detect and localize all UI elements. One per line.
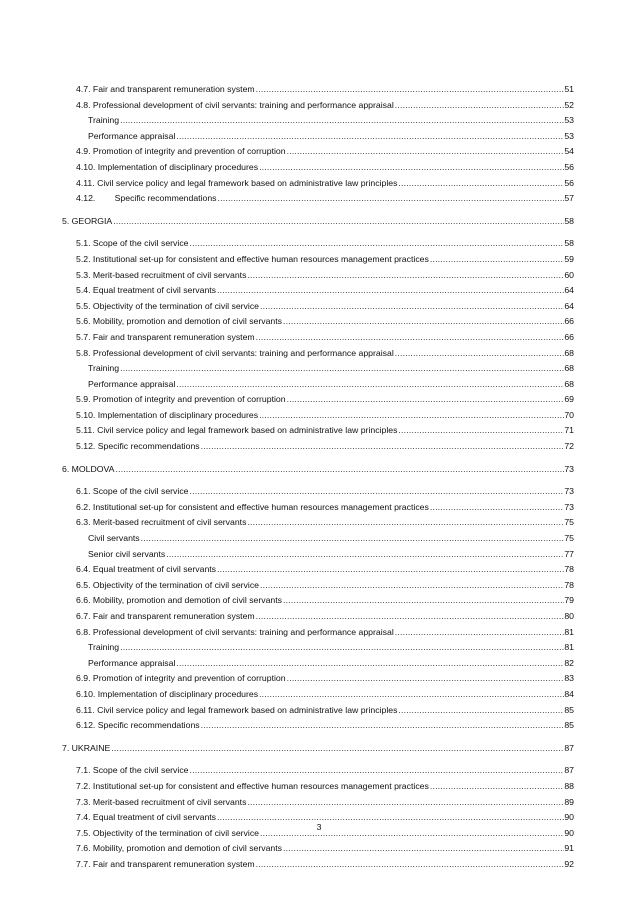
toc-section-entry[interactable] <box>62 609 574 625</box>
toc-entry-title: 6.5. Objectivity of the termination of civil service <box>76 579 259 590</box>
toc-dot-leader <box>176 656 564 672</box>
toc-entry-page: 85 <box>564 704 574 715</box>
toc-entry-title: 7.1. Scope of the civil service <box>76 765 189 776</box>
toc-entry-title: 6.9. Promotion of integrity and prevention of corruption <box>76 673 286 684</box>
toc-entry-title: 5.6. Mobility, promotion and demotion of civil servants <box>76 316 283 327</box>
toc-entry-title: Performance appraisal <box>88 378 176 389</box>
toc-entry-page: 75 <box>564 517 574 528</box>
toc-entry-title: Civil servants <box>88 533 140 544</box>
toc-dot-leader <box>256 330 565 346</box>
toc-entry-title: 4.12. Specific recommendations <box>76 193 217 204</box>
toc-entry-title: 5.11. Civil service policy and legal framework based on administrative law principles <box>76 425 398 436</box>
toc-entry-page: 70 <box>564 409 574 420</box>
toc-dot-leader <box>115 462 564 478</box>
toc-entry-title: 7.4. Equal treatment of civil servants <box>76 812 217 823</box>
toc-dot-leader <box>259 687 564 703</box>
toc-subsection-entry[interactable] <box>62 640 574 656</box>
toc-entry-title: 7.2. Institutional set-up for consistent and effective human resources management practices <box>76 780 429 791</box>
toc-dot-leader <box>430 500 564 516</box>
toc-entry-title: Training <box>88 115 120 126</box>
toc-section-entry[interactable] <box>62 763 574 779</box>
toc-section-entry[interactable] <box>62 283 574 299</box>
toc-section-entry[interactable] <box>62 144 574 160</box>
toc-section-entry[interactable] <box>62 687 574 703</box>
toc-entry-page: 91 <box>564 843 574 854</box>
toc-section-entry[interactable] <box>62 330 574 346</box>
toc-entry-title: Training <box>88 363 120 374</box>
toc-entry-title: 5.12. Specific recommendations <box>76 441 200 452</box>
toc-section-entry[interactable] <box>62 82 574 98</box>
toc-entry-page: 87 <box>564 765 574 776</box>
toc-entry-page: 85 <box>564 720 574 731</box>
toc-section-entry[interactable] <box>62 392 574 408</box>
toc-entry-page: 56 <box>564 161 574 172</box>
toc-entry-page: 56 <box>564 177 574 188</box>
toc-subsection-entry[interactable] <box>62 113 574 129</box>
toc-section-entry[interactable] <box>62 795 574 811</box>
toc-dot-leader <box>256 82 565 98</box>
toc-entry-title: 5.8. Professional development of civil servants: training and performance appraisal <box>76 347 394 358</box>
toc-entry-page: 80 <box>564 611 574 621</box>
toc-section-entry[interactable] <box>62 299 574 315</box>
toc-entry-title: 4.7. Fair and transparent remuneration system <box>76 84 255 94</box>
toc-entry-page: 79 <box>564 595 574 606</box>
toc-dot-leader <box>395 625 565 641</box>
toc-subsection-entry[interactable] <box>62 531 574 547</box>
toc-entry-page: 81 <box>564 642 574 653</box>
toc-entry-page: 83 <box>564 673 574 684</box>
toc-entry-page: 92 <box>564 858 574 869</box>
toc-section-entry[interactable] <box>62 236 574 252</box>
toc-entry-title: 6.1. Scope of the civil service <box>76 486 189 497</box>
toc-section-entry[interactable] <box>62 314 574 330</box>
toc-dot-leader <box>283 593 564 609</box>
toc-section-entry[interactable] <box>62 593 574 609</box>
toc-section-entry[interactable] <box>62 841 574 857</box>
toc-dot-leader <box>259 160 564 176</box>
toc-section-entry[interactable] <box>62 857 574 873</box>
toc-entry-title: 6.11. Civil service policy and legal framework based on administrative law principles <box>76 704 398 715</box>
toc-section-entry[interactable] <box>62 346 574 362</box>
toc-dot-leader <box>283 314 564 330</box>
toc-entry-page: 68 <box>564 378 574 389</box>
toc-entry-page: 75 <box>564 533 574 544</box>
toc-subsection-entry[interactable] <box>62 129 574 145</box>
toc-dot-leader <box>256 857 565 873</box>
toc-entry-page: 78 <box>564 564 574 575</box>
toc-entry-title: 5. GEORGIA <box>62 215 113 226</box>
toc-entry-title: 7.7. Fair and transparent remuneration system <box>76 858 255 869</box>
toc-section-entry[interactable] <box>62 176 574 192</box>
toc-entry-page: 64 <box>564 285 574 296</box>
toc-entry-page: 73 <box>564 486 574 497</box>
toc-section-entry[interactable] <box>62 439 574 455</box>
toc-entry-page: 73 <box>564 463 574 474</box>
toc-dot-leader <box>287 144 565 160</box>
toc-entry-page: 90 <box>564 827 574 838</box>
toc-entry-page: 87 <box>564 742 574 753</box>
toc-dot-leader <box>218 191 565 207</box>
toc-entry-page: 78 <box>564 579 574 590</box>
toc-entry-page: 73 <box>564 501 574 512</box>
toc-entry-title: 5.4. Equal treatment of civil servants <box>76 285 217 296</box>
toc-section-entry[interactable] <box>62 779 574 795</box>
toc-dot-leader <box>120 640 564 656</box>
toc-dot-leader <box>217 562 564 578</box>
toc-dot-leader <box>398 423 564 439</box>
toc-entry-title: Senior civil servants <box>88 548 166 559</box>
toc-dot-leader <box>260 299 564 315</box>
toc-chapter-entry[interactable] <box>62 462 574 478</box>
toc-dot-leader <box>201 439 565 455</box>
toc-entry-page: 68 <box>564 347 574 358</box>
toc-entry-title: 4.9. Promotion of integrity and prevention of corruption <box>76 146 286 157</box>
toc-entry-page: 71 <box>564 425 574 436</box>
toc-dot-leader <box>430 779 564 795</box>
toc-entry-page: 57 <box>564 193 574 204</box>
toc-section-entry[interactable] <box>62 578 574 594</box>
toc-dot-leader <box>398 176 564 192</box>
toc-entry-title: 7.5. Objectivity of the termination of civil service <box>76 827 259 838</box>
toc-entry-page: 60 <box>564 269 574 280</box>
toc-entry-title: 6.7. Fair and transparent remuneration system <box>76 611 255 621</box>
toc-entry-title: Performance appraisal <box>88 657 176 668</box>
toc-entry-page: 89 <box>564 796 574 807</box>
toc-section-entry[interactable] <box>62 625 574 641</box>
toc-section-entry[interactable] <box>62 515 574 531</box>
toc-entry-title: 7.6. Mobility, promotion and demotion of civil servants <box>76 843 283 854</box>
toc-entry-page: 90 <box>564 812 574 823</box>
toc-entry-page: 58 <box>564 215 574 226</box>
toc-entry-title: 5.1. Scope of the civil service <box>76 238 189 249</box>
toc-entry-title: 5.5. Objectivity of the termination of civil service <box>76 300 259 311</box>
toc-dot-leader <box>256 609 565 625</box>
toc-entry-page: 58 <box>564 238 574 249</box>
toc-subsection-entry[interactable] <box>62 361 574 377</box>
toc-dot-leader <box>141 531 565 547</box>
toc-entry-page: 66 <box>564 316 574 327</box>
toc-entry-title: 6.3. Merit-based recruitment of civil servants <box>76 517 247 528</box>
toc-dot-leader <box>247 515 564 531</box>
toc-section-entry[interactable] <box>62 268 574 284</box>
toc-entry-page: 53 <box>564 115 574 126</box>
toc-dot-leader <box>283 841 564 857</box>
toc-dot-leader <box>113 214 564 230</box>
toc-subsection-entry[interactable] <box>62 547 574 563</box>
toc-section-entry[interactable] <box>62 671 574 687</box>
toc-entry-title: Training <box>88 642 120 653</box>
toc-dot-leader <box>259 408 564 424</box>
toc-entry-page: 69 <box>564 394 574 405</box>
toc-dot-leader <box>398 703 564 719</box>
toc-chapter-entry[interactable] <box>62 214 574 230</box>
toc-subsection-entry[interactable] <box>62 377 574 393</box>
toc-entry-title: 6.10. Implementation of disciplinary procedures <box>76 688 259 699</box>
toc-dot-leader <box>395 98 565 114</box>
toc-entry-title: 5.3. Merit-based recruitment of civil servants <box>76 269 247 280</box>
toc-dot-leader <box>287 671 565 687</box>
toc-dot-leader <box>287 392 565 408</box>
toc-entry-page: 53 <box>564 130 574 141</box>
toc-entry-page: 68 <box>564 363 574 374</box>
toc-dot-leader <box>176 129 564 145</box>
toc-dot-leader <box>430 252 564 268</box>
toc-dot-leader <box>247 795 564 811</box>
toc-entry-title: 4.10. Implementation of disciplinary procedures <box>76 161 259 172</box>
toc-entry-page: 84 <box>564 688 574 699</box>
toc-dot-leader <box>120 361 564 377</box>
toc-entry-title: 7.3. Merit-based recruitment of civil servants <box>76 796 247 807</box>
table-of-contents <box>62 82 574 873</box>
toc-section-entry[interactable] <box>62 500 574 516</box>
toc-chapter-entry[interactable] <box>62 741 574 757</box>
toc-entry-page: 72 <box>564 441 574 452</box>
toc-entry-title: 7. UKRAINE <box>62 742 111 753</box>
toc-section-entry[interactable] <box>62 252 574 268</box>
toc-entry-page: 77 <box>564 548 574 559</box>
page-number: 3 <box>316 822 322 832</box>
toc-dot-leader <box>111 741 564 757</box>
toc-section-entry[interactable] <box>62 191 574 207</box>
toc-dot-leader <box>176 377 564 393</box>
toc-subsection-entry[interactable] <box>62 656 574 672</box>
toc-dot-leader <box>247 268 564 284</box>
toc-section-entry[interactable] <box>62 562 574 578</box>
toc-section-entry[interactable] <box>62 408 574 424</box>
toc-entry-title: 6.12. Specific recommendations <box>76 720 200 731</box>
toc-entry-page: 52 <box>564 99 574 110</box>
toc-entry-title: 4.8. Professional development of civil servants: training and performance appraisal <box>76 99 394 110</box>
toc-entry-title: Performance appraisal <box>88 130 176 141</box>
toc-entry-page: 51 <box>564 84 574 94</box>
toc-entry-page: 66 <box>564 331 574 342</box>
toc-entry-title: 5.7. Fair and transparent remuneration system <box>76 331 255 342</box>
toc-entry-title: 4.11. Civil service policy and legal framework based on administrative law principles <box>76 177 398 188</box>
toc-section-entry[interactable] <box>62 98 574 114</box>
toc-section-entry[interactable] <box>62 703 574 719</box>
toc-entry-page: 59 <box>564 253 574 264</box>
toc-dot-leader <box>120 113 564 129</box>
toc-section-entry[interactable] <box>62 718 574 734</box>
toc-dot-leader <box>260 578 564 594</box>
toc-entry-page: 81 <box>564 626 574 637</box>
toc-dot-leader <box>190 763 565 779</box>
toc-entry-title: 6.8. Professional development of civil servants: training and performance appraisal <box>76 626 394 637</box>
toc-entry-page: 64 <box>564 300 574 311</box>
toc-entry-title: 6.6. Mobility, promotion and demotion of civil servants <box>76 595 283 606</box>
toc-dot-leader <box>217 283 564 299</box>
toc-entry-title: 6.4. Equal treatment of civil servants <box>76 564 217 575</box>
toc-entry-title: 5.2. Institutional set-up for consistent and effective human resources management practices <box>76 253 429 264</box>
toc-dot-leader <box>166 547 564 563</box>
toc-section-entry[interactable] <box>62 160 574 176</box>
toc-dot-leader <box>201 718 565 734</box>
toc-section-entry[interactable] <box>62 423 574 439</box>
toc-entry-page: 82 <box>564 657 574 668</box>
toc-section-entry[interactable] <box>62 484 574 500</box>
toc-entry-title: 5.9. Promotion of integrity and prevention of corruption <box>76 394 286 405</box>
toc-dot-leader <box>395 346 565 362</box>
toc-entry-page: 88 <box>564 780 574 791</box>
toc-entry-title: 5.10. Implementation of disciplinary procedures <box>76 409 259 420</box>
toc-entry-title: 6.2. Institutional set-up for consistent and effective human resources management practices <box>76 501 429 512</box>
toc-dot-leader <box>190 236 565 252</box>
toc-entry-page: 54 <box>564 146 574 157</box>
toc-entry-title: 6. MOLDOVA <box>62 463 115 474</box>
toc-dot-leader <box>190 484 565 500</box>
